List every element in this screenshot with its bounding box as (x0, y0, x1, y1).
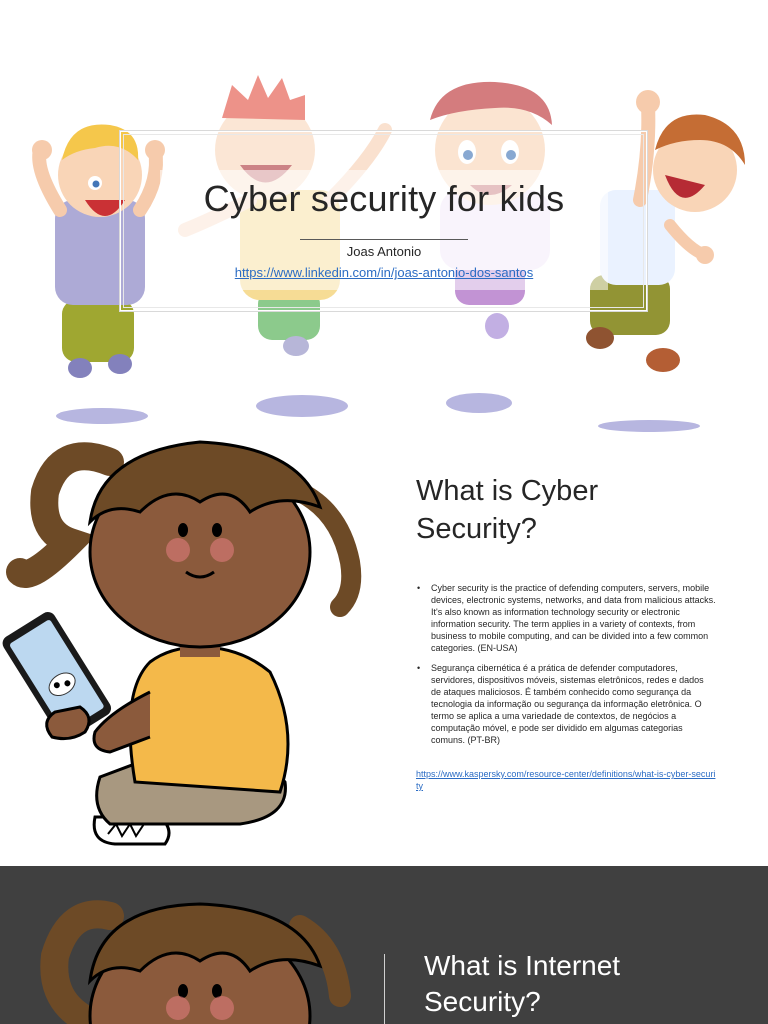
heading-divider (384, 954, 385, 1024)
slide-heading-line1: What is Internet (424, 950, 621, 981)
title-slide (0, 0, 768, 432)
slide-heading (424, 948, 744, 1020)
title-frame (119, 130, 648, 312)
linkedin-profile-link[interactable]: https://www.linkedin.com/in/joas-antonio-dos-santos (234, 265, 534, 280)
slide-heading-line2: Security? (424, 986, 541, 1017)
kaspersky-source-link[interactable]: https://www.kaspersky.com/resource-center/definitions/what-is-cyber-security (416, 769, 716, 791)
girl-with-tablet-illustration (0, 432, 380, 866)
slide-heading (416, 472, 736, 548)
presentation-title: Cyber security for kids (203, 178, 565, 219)
what-is-cyber-security-slide (0, 432, 768, 866)
definition-list (416, 582, 716, 754)
slide-heading-line2: Security? (416, 513, 537, 545)
slide-heading-line1: What is Cyber (416, 475, 599, 507)
author-name: Joas Antonio (346, 244, 422, 259)
definition-pt: • Segurança cibernética é a prática de defender computadores, servidores, dispositivos móveis, sistemas eletrônicos, redes e dados de ataques maliciosos. É também conhecido como segurança da tecnologia da informação ou segurança da informação eletrônica. O termo se aplica a uma variedade de contextos, de negócios a computação móvel, e pode ser dividido em algumas categorias comuns. (PT-BR) (416, 662, 716, 746)
girl-illustration (0, 866, 380, 1024)
title-divider (300, 239, 468, 240)
definition-en: • Cyber security is the practice of defending computers, servers, mobile devices, electronic systems, networks, and data from malicious attacks. It's also known as information technology security or electronic information security. The term applies in a variety of contexts, from business to mobile computing, and can be divided into a few common categories. (EN-USA) (416, 582, 716, 654)
what-is-internet-security-slide (0, 866, 768, 1024)
